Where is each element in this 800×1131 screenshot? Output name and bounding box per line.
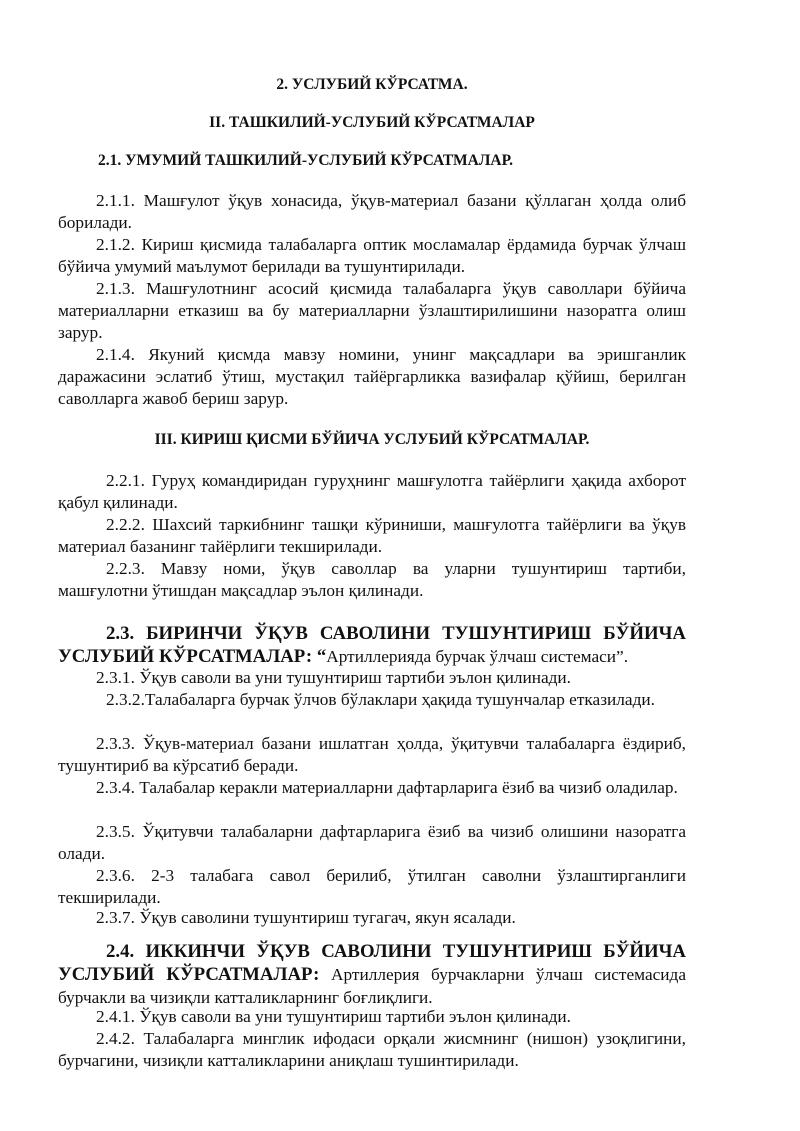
paragraph-2-4-2: 2.4.2. Талабаларга минглик ифодаси орқали жисмнинг (нишон) узоқлигини, бурчагини, чизиқли катталикларини аниқлаш тушинтирилади.: [58, 1029, 686, 1070]
document-title: 2. УСЛУБИЙ КЎРСАТМА.: [276, 76, 468, 93]
paragraph-2-4-1: 2.4.1. Ўқув саволи ва уни тушунтириш тартиби эълон қилинади.: [96, 1007, 571, 1026]
section-2-4-topic: Артиллерия бурчакларни ўлчаш системасида бурчакли ва чизиқли катталикларнинг боғлиқлиги.: [58, 965, 687, 1007]
paragraph-2-1-1: 2.1.1. Машғулот ўқув хонасида, ўқув-материал базани қўллаган ҳолда олиб борилади.: [58, 191, 686, 232]
paragraph-2-3-7: 2.3.7. Ўқув саволини тушунтириш тугагач, якун ясалади.: [96, 908, 516, 927]
section-2-4-heading: [58, 940, 686, 1009]
section-heading-iii: III. КИРИШ ҚИСМИ БЎЙИЧА УСЛУБИЙ КЎРСАТМАЛАР.: [154, 431, 590, 448]
paragraph-2-3-4: 2.3.4. Талабалар керакли материалларни дафтарларига ёзиб ва чизиб оладилар.: [96, 778, 678, 797]
section-heading-ii: II. ТАШКИЛИЙ-УСЛУБИЙ КЎРСАТМАЛАР: [209, 114, 535, 131]
section-2-3-heading: [58, 622, 686, 668]
paragraph-2-3-6: 2.3.6. 2-3 талабага савол берилиб, ўтилган саволни ўзлаштирганлиги текширилади.: [58, 866, 686, 907]
paragraph-2-1-4: 2.1.4. Якуний қисмда мавзу номини, унинг мақсадлари ва эришганлик даражасини эслатиб ўтиш, мустақил тайёргарликка вазифалар қўйиш, берилган саволларга жавоб бериш зарур.: [58, 345, 686, 408]
paragraph-2-3-2: 2.3.2.Талабаларга бурчак ўлчов бўлаклари ҳақида тушунчалар етказилади.: [106, 690, 655, 709]
paragraph-2-3-1: 2.3.1. Ўқув саволи ва уни тушунтириш тартиби эълон қилинади.: [96, 668, 571, 687]
section-2-3-title: 2.3. БИРИНЧИ ЎҚУВ САВОЛИНИ ТУШУНТИРИШ БЎЙИЧА УСЛУБИЙ КЎРСАТМАЛАР: “: [58, 623, 686, 667]
subsection-heading-2-1: 2.1. УМУМИЙ ТАШКИЛИЙ-УСЛУБИЙ КЎРСАТМАЛАР.: [98, 152, 513, 169]
paragraph-2-2-1: 2.2.1. Гуруҳ командиридан гуруҳнинг машғулотга тайёрлиги ҳақида ахборот қабул қилинади.: [58, 471, 686, 512]
paragraph-2-1-3: 2.1.3. Машғулотнинг асосий қисмида талабаларга ўқув саволлари бўйича материалларни етказиш ва бу материалларни ўзлаштирилишини назоратга олиш зарур.: [58, 279, 686, 342]
section-2-3-topic: Артиллерияда бурчак ўлчаш системаси”.: [326, 647, 629, 666]
paragraph-2-1-2: 2.1.2. Кириш қисмида талабаларга оптик мосламалар ёрдамида бурчак ўлчаш бўйича умумий маълумот берилади ва тушунтирилади.: [58, 235, 686, 276]
paragraph-2-3-3: 2.3.3. Ўқув-материал базани ишлатган ҳолда, ўқитувчи талабаларга ёздириб, тушунтириб ва кўрсатиб беради.: [58, 734, 686, 775]
paragraph-2-3-5: 2.3.5. Ўқитувчи талабаларни дафтарларига ёзиб ва чизиб олишини назоратга олади.: [58, 822, 686, 863]
paragraph-2-2-2: 2.2.2. Шахсий таркибнинг ташқи кўриниши, машғулотга тайёрлиги ва ўқув материал базанинг тайёрлиги текширилади.: [58, 515, 686, 556]
paragraph-2-2-3: 2.2.3. Мавзу номи, ўқув саволлар ва уларни тушунтириш тартиби, машғулотни ўтишдан мақсадлар эълон қилинади.: [58, 559, 686, 600]
section-2-4-title: 2.4. ИККИНЧИ ЎҚУВ САВОЛИНИ ТУШУНТИРИШ БЎЙИЧА УСЛУБИЙ КЎРСАТМАЛАР:: [58, 941, 686, 985]
